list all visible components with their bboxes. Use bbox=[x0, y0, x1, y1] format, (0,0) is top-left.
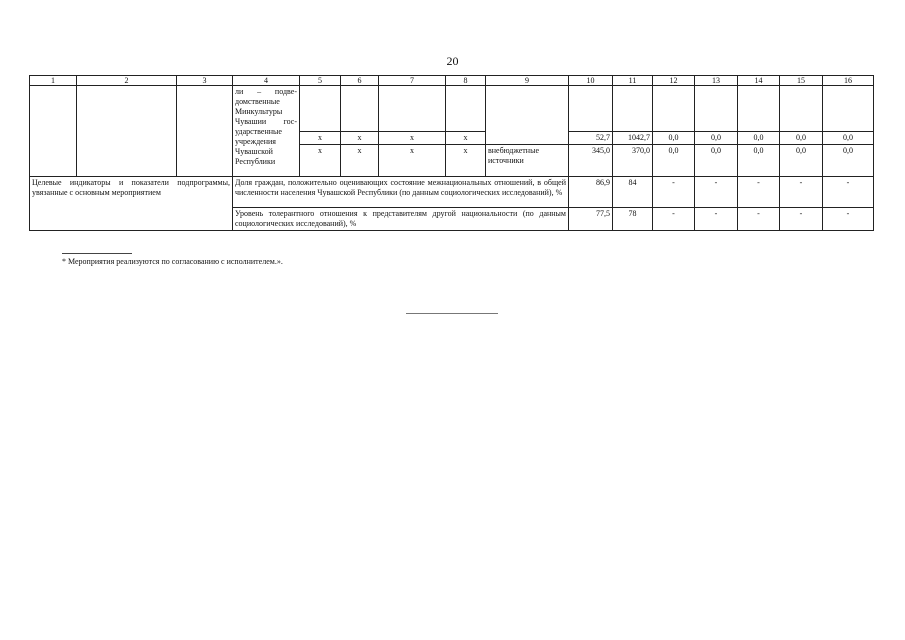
table-cell: 52,7 bbox=[569, 132, 613, 145]
table-cell bbox=[77, 86, 177, 177]
table-cell: 345,0 bbox=[569, 145, 613, 177]
header-cell: 9 bbox=[486, 76, 569, 86]
table-cell: 0,0 bbox=[738, 145, 780, 177]
table-cell: х bbox=[446, 132, 486, 145]
footnote: * Мероприятия реализуются по согласованию с исполнителем.». bbox=[62, 257, 283, 266]
table-cell: х bbox=[300, 145, 341, 177]
table-cell: - bbox=[780, 208, 823, 231]
table-cell bbox=[653, 86, 695, 132]
table-cell bbox=[780, 86, 823, 132]
table-cell: 77,5 bbox=[569, 208, 613, 231]
table-cell: - bbox=[738, 208, 780, 231]
table-cell: 0,0 bbox=[695, 145, 738, 177]
header-cell: 4 bbox=[233, 76, 300, 86]
table-cell: 0,0 bbox=[823, 145, 874, 177]
table-cell: 1042,7 bbox=[613, 132, 653, 145]
indicator-text: Доля граждан, положительно оценивающих состояние межнациональных отношений, в общей численности населения Чувашской Республики (по данным социологических исследований), % bbox=[233, 177, 569, 208]
table-cell bbox=[177, 86, 233, 177]
header-cell: 16 bbox=[823, 76, 874, 86]
table-cell: - bbox=[695, 177, 738, 208]
page-number: 20 bbox=[446, 54, 459, 68]
header-cell: 5 bbox=[300, 76, 341, 86]
table-cell: - bbox=[823, 208, 874, 231]
table-cell: х bbox=[300, 132, 341, 145]
header-cell: 2 bbox=[77, 76, 177, 86]
table-cell: - bbox=[738, 177, 780, 208]
table-cell bbox=[486, 86, 569, 145]
table-cell: 0,0 bbox=[653, 145, 695, 177]
table-cell bbox=[30, 86, 77, 177]
table-cell bbox=[738, 86, 780, 132]
table-cell: 0,0 bbox=[823, 132, 874, 145]
indicators-label: Целевые индикаторы и показатели подпрограммы, увязанные с основным мероприятием bbox=[30, 177, 233, 231]
table-cell: 84 bbox=[613, 177, 653, 208]
table-cell: х bbox=[379, 145, 446, 177]
table-cell: - bbox=[695, 208, 738, 231]
table-cell: 0,0 bbox=[695, 132, 738, 145]
header-cell: 1 bbox=[30, 76, 77, 86]
header-cell: 7 bbox=[379, 76, 446, 86]
header-cell: 14 bbox=[738, 76, 780, 86]
table-cell bbox=[695, 86, 738, 132]
footnote-divider bbox=[62, 253, 132, 254]
table-row bbox=[30, 177, 874, 208]
table-cell: 78 bbox=[613, 208, 653, 231]
table-cell: 0,0 bbox=[780, 132, 823, 145]
header-cell: 15 bbox=[780, 76, 823, 86]
table-cell: х bbox=[379, 132, 446, 145]
table-cell: 0,0 bbox=[780, 145, 823, 177]
table-cell: х bbox=[446, 145, 486, 177]
table-cell: 86,9 bbox=[569, 177, 613, 208]
header-cell: 6 bbox=[341, 76, 379, 86]
table-cell: 0,0 bbox=[653, 132, 695, 145]
header-cell: 3 bbox=[177, 76, 233, 86]
table-cell bbox=[569, 86, 613, 132]
table-cell bbox=[823, 86, 874, 132]
program-table bbox=[29, 75, 874, 231]
table-cell bbox=[300, 86, 341, 132]
table-cell bbox=[379, 86, 446, 132]
executor-cell: ли – подве-домственные Минкультуры Чувашии гос-ударственные учреждения Чувашской Республики bbox=[233, 86, 300, 177]
table-cell: - bbox=[653, 177, 695, 208]
table-cell: х bbox=[341, 132, 379, 145]
table-cell: 370,0 bbox=[613, 145, 653, 177]
table-cell bbox=[613, 86, 653, 132]
table-cell: х bbox=[341, 145, 379, 177]
table-cell: - bbox=[653, 208, 695, 231]
indicator-text: Уровень толерантного отношения к представителям другой национальности (по данным социологических исследований), % bbox=[233, 208, 569, 231]
header-cell: 13 bbox=[695, 76, 738, 86]
table-cell bbox=[341, 86, 379, 132]
header-cell: 8 bbox=[446, 76, 486, 86]
header-cell: 10 bbox=[569, 76, 613, 86]
table-row bbox=[30, 86, 874, 132]
funding-source-cell: внебюджетные источники bbox=[486, 145, 569, 177]
table-cell: 0,0 bbox=[738, 132, 780, 145]
table-cell bbox=[446, 86, 486, 132]
table-cell: - bbox=[780, 177, 823, 208]
header-row bbox=[30, 76, 874, 86]
table-cell: - bbox=[823, 177, 874, 208]
header-cell: 11 bbox=[613, 76, 653, 86]
end-divider bbox=[406, 313, 498, 314]
header-cell: 12 bbox=[653, 76, 695, 86]
